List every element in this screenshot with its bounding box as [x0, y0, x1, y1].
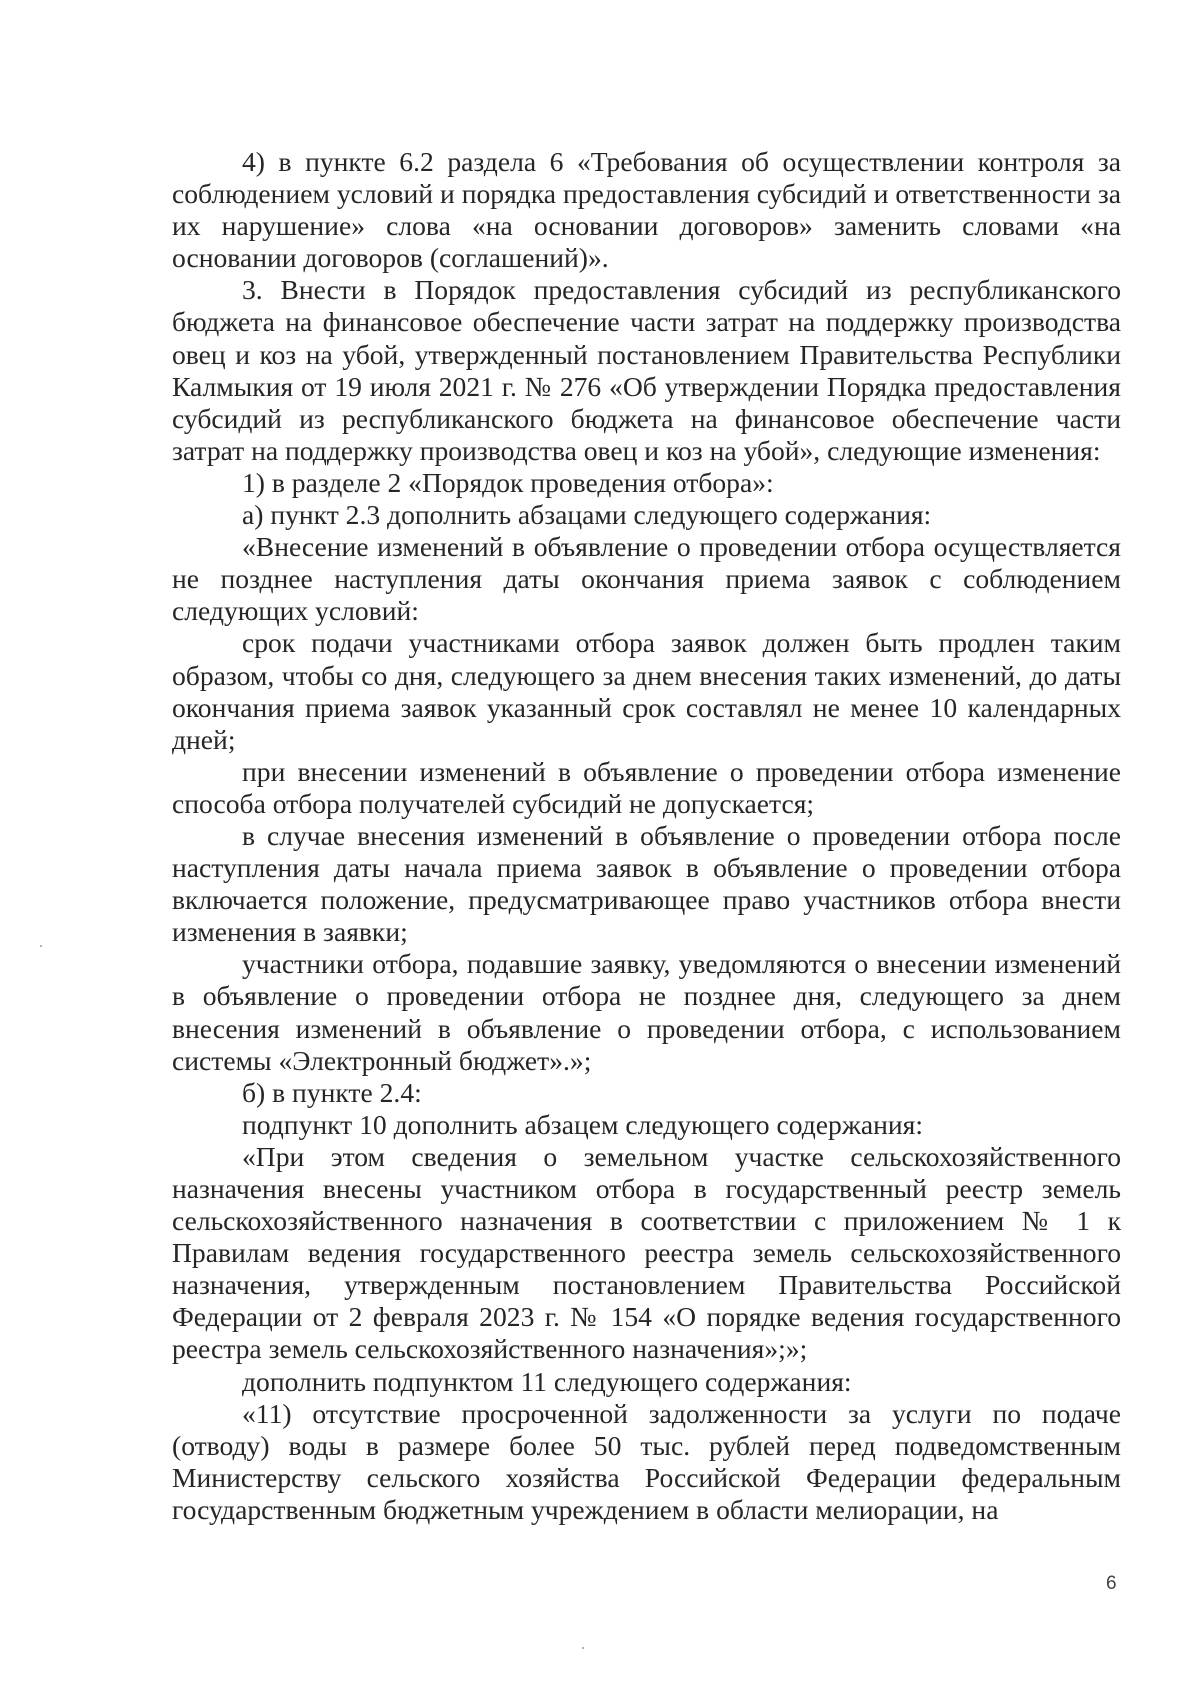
paragraph-deadline-extension: срок подачи участниками отбора заявок должен быть продлен таким образом, чтобы со дня, следующего за днем внесения таких изменений, до даты окончания приема заявок указанный срок составлял не менее 10 календарных дней;	[172, 627, 1121, 755]
paragraph-water-debt: «11) отсутствие просроченной задолженности за услуги по подаче (отводу) воды в размере более 50 тыс. рублей перед подведомственным Министерству сельского хозяйства Российской Федерации федеральным государственным бюджетным учреждением в области мелиорации, на	[172, 1397, 1121, 1525]
paragraph-selection-method: при внесении изменений в объявление о проведении отбора изменение способа отбора получателей субсидий не допускается;	[172, 755, 1121, 819]
paragraph-participant-notification: участники отбора, подавшие заявку, уведомляются о внесении изменений в объявление о проведении отбора не позднее дня, следующего за днем внесения изменений в объявление о проведении отбора, с использованием системы «Электронный бюджет».»;	[172, 948, 1121, 1076]
paragraph-subclause-10-supplement: подпункт 10 дополнить абзацем следующего содержания:	[242, 1108, 924, 1140]
scan-speck	[40, 945, 42, 947]
paragraph-subclause-11-supplement: дополнить подпунктом 11 следующего содержания:	[242, 1365, 852, 1397]
document-body	[172, 146, 1121, 1526]
scan-speck	[582, 1647, 584, 1649]
paragraph-announcement-changes: «Внесение изменений в объявление о проведении отбора осуществляется не позднее наступления даты окончания приема заявок с соблюдением следующих условий:	[172, 531, 1121, 627]
paragraph-section-3-sheep-goat-order: 3. Внести в Порядок предоставления субсидий из республиканского бюджета на финансовое обеспечение части затрат на поддержку производства овец и коз на убой, утвержденный постановлением Правительства Республики Калмыкия от 19 июля 2021 г. № 276 «Об утверждении Порядка предоставления субсидий из республиканского бюджета на финансовое обеспечение части затрат на поддержку производства овец и коз на убой», следующие изменения:	[172, 274, 1121, 466]
paragraph-clause-2-4: б) в пункте 2.4:	[242, 1076, 422, 1108]
paragraph-clause-2-3-supplement: а) пункт 2.3 дополнить абзацами следующего содержания:	[242, 499, 932, 531]
paragraph-section-2-selection-procedure: 1) в разделе 2 «Порядок проведения отбора»:	[242, 466, 774, 498]
page-number: 6	[1106, 1573, 1117, 1594]
paragraph-land-registry: «При этом сведения о земельном участке сельскохозяйственного назначения внесены участником отбора в государственный реестр земель сельскохозяйственного назначения в соответствии с приложением № 1 к Правилам ведения государственного реестра земель сельскохозяйственного назначения, утвержденным постановлением Правительства Российской Федерации от 2 февраля 2023 г. № 154 «О порядке ведения государственного реестра земель сельскохозяйственного назначения»;»;	[172, 1140, 1121, 1365]
paragraph-application-changes: в случае внесения изменений в объявление о проведении отбора после наступления даты начала приема заявок в объявление о проведении отбора включается положение, предусматривающее право участников отбора внести изменения в заявки;	[172, 819, 1121, 948]
paragraph-item-4-contract-control: 4) в пункте 6.2 раздела 6 «Требования об осуществлении контроля за соблюдением условий и порядка предоставления субсидий и ответственности за их нарушение» слова «на основании договоров» заменить словами «на основании договоров (соглашений)».	[172, 146, 1121, 274]
